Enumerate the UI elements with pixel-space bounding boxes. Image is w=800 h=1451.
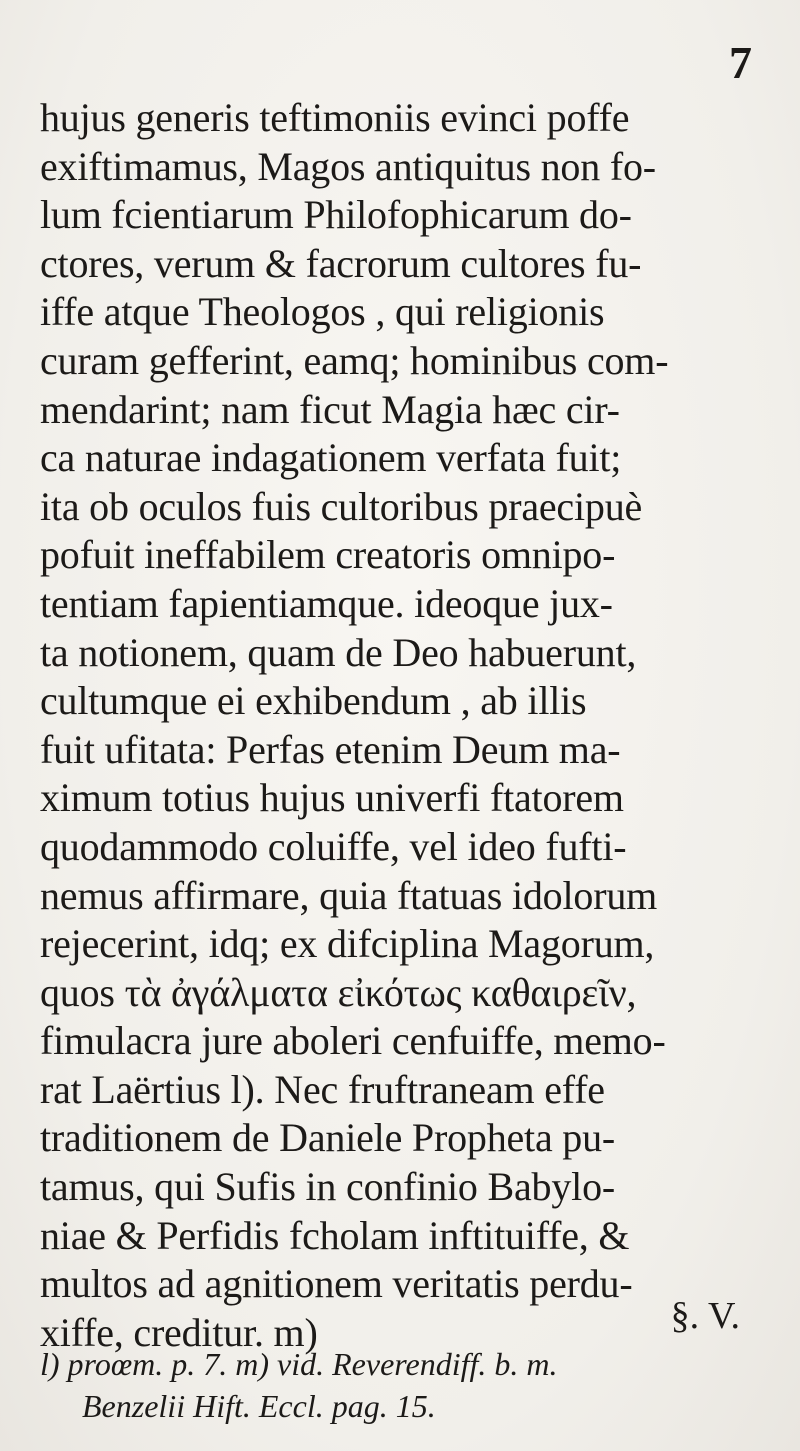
text-line: traditionem de Daniele Propheta pu- (40, 1115, 616, 1161)
text-line: exiftimamus, Magos antiquitus non fo- (40, 143, 656, 189)
text-line: quodammodo coluiffe, vel ideo fufti- (40, 823, 627, 869)
text-line: fimulacra jure aboleri cenfuiffe, memo- (40, 1018, 666, 1064)
text-line: quos τὰ ἀγάλματα εἰκότως καθαιρεῖν, (40, 969, 637, 1015)
text-line: hujus generis teftimoniis evinci poffe (40, 95, 630, 140)
signature-line (40, 1294, 740, 1338)
text-line: ita ob oculos fuis cultoribus praecipuè (40, 483, 643, 529)
text-line: xiffe, creditur. m) (40, 1309, 318, 1355)
text-line: tentiam fapientiamque. ideoque jux- (40, 580, 613, 626)
text-line: ca naturae indagationem verfata fuit; (40, 435, 622, 481)
text-line: nemus affirmare, quia ftatuas idolorum (40, 872, 658, 918)
text-line: ta notionem, quam de Deo habuerunt, (40, 629, 637, 675)
text-line: rat Laërtius l). Nec fruftraneam effe (40, 1066, 605, 1112)
text-line: iffe atque Theologos , qui religionis (40, 289, 605, 335)
text-line: pofuit ineffabilem creatoris omnipo- (40, 532, 616, 578)
text-line: multos ad agnitionem veritatis perdu- (40, 1261, 633, 1307)
text-line: curam gefferint, eamq; hominibus com- (40, 337, 669, 383)
text-line: mendarint; nam ficut Magia hæc cir- (40, 386, 620, 432)
text-line: ctores, verum & facrorum cultores fu- (40, 240, 642, 286)
text-line: rejecerint, idq; ex difciplina Magorum, (40, 921, 655, 967)
page-number: 7 (729, 37, 752, 88)
text-line: niae & Perfidis fcholam inftituiffe, & (40, 1212, 630, 1258)
section-mark: §. V. (670, 1295, 740, 1337)
body-text (40, 94, 780, 1357)
footnote-line: l) proœm. p. 7. m) vid. Reverendiff. b. m. (40, 1346, 558, 1382)
footnote-line: Benzelii Hift. Eccl. pag. 15. (82, 1388, 436, 1424)
text-line: cultumque ei exhibendum , ab illis (40, 678, 587, 724)
text-line: tamus, qui Sufis in confinio Babylo- (40, 1164, 615, 1210)
text-line: ximum totius hujus univerfi ftatorem (40, 775, 624, 821)
text-line: fuit ufitata: Perfas etenim Deum ma- (40, 726, 621, 772)
footnotes (40, 1343, 780, 1427)
text-line: lum fcientiarum Philofophicarum do- (40, 192, 632, 238)
